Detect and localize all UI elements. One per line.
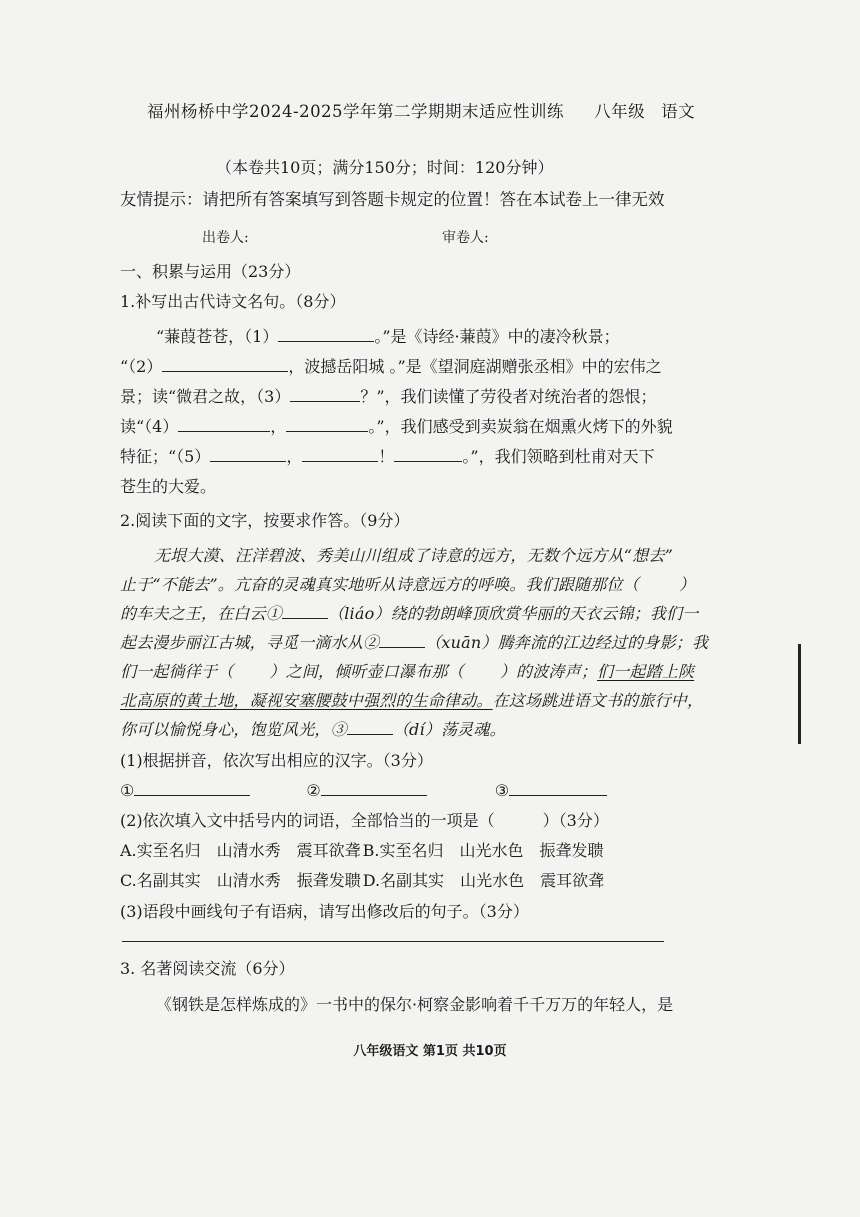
author-label: 出卷人: bbox=[202, 230, 249, 246]
marker-3: ③ bbox=[494, 781, 510, 800]
marker-2: ② bbox=[306, 781, 321, 800]
answer-line[interactable] bbox=[122, 941, 664, 942]
answer-blank-5c[interactable] bbox=[394, 447, 462, 462]
passage-text: 起去漫步丽江古城，寻觅一滴水从② bbox=[120, 633, 380, 652]
grade-label: 八年级 bbox=[594, 102, 646, 121]
pinyin-blank-1[interactable] bbox=[282, 604, 328, 619]
passage-text: 的车夫之王，在白云① bbox=[120, 604, 283, 623]
q2-passage-line3 bbox=[120, 603, 698, 625]
subject-label: 语文 bbox=[661, 102, 696, 121]
q2-sub2-text: (2)依次填入文中括号内的词语，全部恰当的一项是（ bbox=[120, 811, 495, 830]
q2-sub3: (3)语段中画线句子有语病，请写出修改后的句子。（3分） bbox=[120, 902, 529, 921]
passage-text: 在这场跳进语文书的旅行中， bbox=[492, 691, 704, 710]
passage-text: （dí）荡灵魂。 bbox=[392, 720, 506, 739]
marker-1: ① bbox=[120, 781, 135, 800]
section1-heading: 一、积累与运用（23分） bbox=[120, 262, 301, 281]
q1-text: 特征；“（5） bbox=[120, 447, 211, 466]
options-row-1 bbox=[120, 840, 604, 862]
q2-sub1-answers bbox=[120, 780, 607, 802]
q2-passage-line4 bbox=[120, 632, 708, 654]
q1-text: 景；读“微君之故，（3） bbox=[120, 387, 291, 406]
q1-line5 bbox=[120, 446, 655, 468]
pinyin-blank-3[interactable] bbox=[347, 720, 393, 735]
q2-passage-line6 bbox=[120, 690, 703, 712]
answer-blank-5a[interactable] bbox=[210, 447, 286, 462]
answer-blank-3[interactable] bbox=[290, 387, 360, 402]
q2-sub2 bbox=[120, 810, 609, 832]
q1-text: “蒹葭苍苍，（1） bbox=[156, 327, 279, 346]
passage-text: （liáo）绕的勃朗峰顶欣赏华丽的天衣云锦；我们一 bbox=[328, 604, 699, 623]
underlined-sentence: 北高原的黄土地，凝视安塞腰鼓中强烈的生命律动。 bbox=[120, 691, 493, 710]
q1-text: ， bbox=[270, 417, 287, 436]
option-b[interactable]: B.实至名归 山光水色 振聋发聩 bbox=[362, 841, 604, 860]
answer-blank-2[interactable] bbox=[162, 357, 288, 372]
passage-text: ） bbox=[678, 575, 696, 594]
q1-line6: 苍生的大爱。 bbox=[120, 477, 217, 496]
reviewer-label: 审卷人: bbox=[442, 230, 489, 246]
q1-text: 。”，我们感受到卖炭翁在烟熏火烤下的外貌 bbox=[368, 417, 673, 436]
option-d[interactable]: D.名副其实 山光水色 震耳欲聋 bbox=[362, 871, 605, 890]
q3-passage: 《钢铁是怎样炼成的》一书中的保尔·柯察金影响着千千万万的年轻人，是 bbox=[156, 995, 674, 1014]
passage-text: 你可以愉悦身心，饱览风光，③ bbox=[120, 720, 347, 739]
passage-text: ）之间，倾听壶口瀑布那（ bbox=[269, 662, 464, 681]
q1-line4 bbox=[120, 416, 673, 438]
q1-text: ， bbox=[286, 447, 303, 466]
options-row-2 bbox=[120, 870, 604, 892]
q2-passage-line2 bbox=[120, 574, 695, 596]
pinyin-blank-2[interactable] bbox=[379, 633, 425, 648]
q1-text: 。”是《诗经·蒹葭》中的凄冷秋景； bbox=[374, 327, 620, 346]
underlined-sentence: 们一起踏上陕 bbox=[597, 662, 695, 681]
page-footer: 八年级语文 第1页 共10页 bbox=[353, 1044, 507, 1059]
exam-title bbox=[147, 101, 695, 123]
q1-line2 bbox=[120, 356, 662, 378]
title-text: 福州杨桥中学2024-2025学年第二学期期末适应性训练 bbox=[147, 102, 565, 121]
answer-blank-1[interactable] bbox=[278, 327, 374, 342]
q1-line1 bbox=[156, 326, 620, 348]
q1-text: 读“（4） bbox=[120, 417, 179, 436]
q2-sub2-text: ）（3分） bbox=[542, 811, 609, 830]
q2-passage-line7 bbox=[120, 719, 506, 741]
q2-prompt: 2.阅读下面的文字，按要求作答。（9分） bbox=[120, 511, 410, 530]
answer-blank-5b[interactable] bbox=[302, 447, 378, 462]
passage-text: 止于“不能去”。亢奋的灵魂真实地听从诗意远方的呼唤。我们跟随那位（ bbox=[120, 575, 639, 594]
q2-passage-line5 bbox=[120, 661, 694, 683]
char-answer-3[interactable] bbox=[509, 781, 607, 796]
answer-blank-4a[interactable] bbox=[178, 417, 270, 432]
q1-line3 bbox=[120, 386, 657, 408]
option-c[interactable]: C.名副其实 山清水秀 振聋发聩 bbox=[120, 871, 361, 890]
q1-text: ！ bbox=[378, 447, 395, 466]
char-answer-2[interactable] bbox=[321, 781, 427, 796]
char-answer-1[interactable] bbox=[134, 781, 250, 796]
q3-prompt: 3. 名著阅读交流（6分） bbox=[120, 959, 295, 978]
passage-text: （xuān）腾奔流的江边经过的身影；我 bbox=[425, 633, 709, 652]
q1-text: 。”，我们领略到杜甫对天下 bbox=[462, 447, 655, 466]
q1-text: “（2） bbox=[120, 357, 163, 376]
exam-info: （本卷共10页；满分150分；时间：120分钟） bbox=[216, 158, 554, 177]
friendly-tip: 友情提示：请把所有答案填写到答题卡规定的位置！答在本试卷上一律无效 bbox=[120, 190, 665, 209]
passage-text: ）的波涛声； bbox=[499, 662, 598, 681]
scan-edge-mark bbox=[798, 644, 801, 744]
passage-text: 们一起徜徉于（ bbox=[120, 662, 234, 681]
q1-text: ？”，我们读懂了劳役者对统治者的怨恨； bbox=[360, 387, 657, 406]
option-a[interactable]: A.实至名归 山清水秀 震耳欲聋 bbox=[120, 841, 361, 860]
q1-text: ，波撼岳阳城 。”是《望洞庭湖赠张丞相》中的宏伟之 bbox=[288, 357, 662, 376]
q1-prompt: 1.补写出古代诗文名句。（8分） bbox=[120, 292, 346, 311]
q2-passage-line1: 无垠大漠、汪洋碧波、秀美山川组成了诗意的远方，无数个远方从“想去” bbox=[154, 546, 673, 565]
answer-blank-4b[interactable] bbox=[286, 417, 368, 432]
q2-sub1: (1)根据拼音，依次写出相应的汉字。（3分） bbox=[120, 751, 433, 770]
